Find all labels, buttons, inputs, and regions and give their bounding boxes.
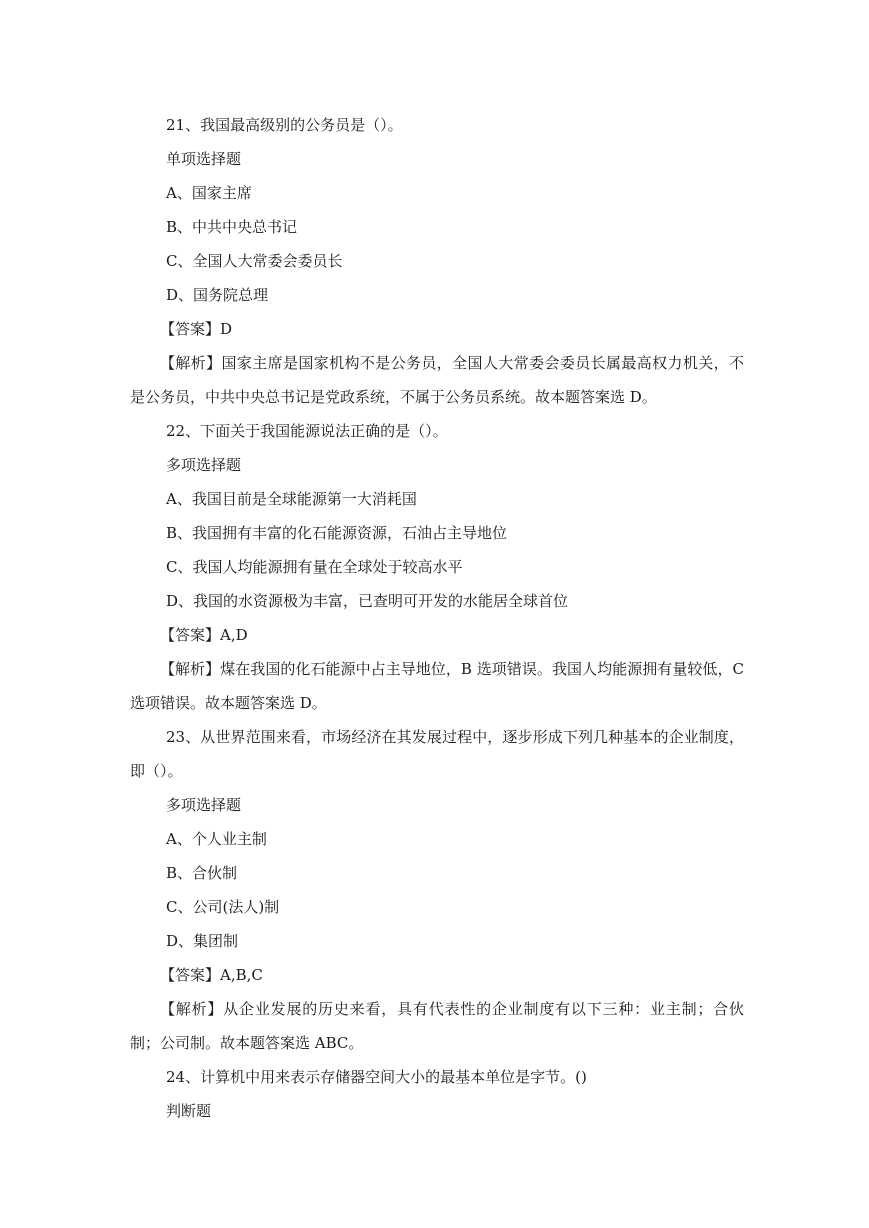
question-type: 多项选择题 [166,796,242,814]
option-c: C、公司(法人)制 [166,898,280,916]
option-a: A、个人业主制 [166,830,267,848]
question-stem: 23、从世界范围来看，市场经济在其发展过程中，逐步形成下列几种基本的企业制度，即（）。 [130,728,744,780]
question-type: 判断题 [166,1102,212,1120]
question-type: 多项选择题 [166,456,242,474]
answer: 【答案】A,D [160,626,248,644]
option-c: C、我国人均能源拥有量在全球处于较高水平 [166,558,463,576]
question-stem: 24、计算机中用来表示存储器空间大小的最基本单位是字节。() [166,1068,587,1086]
option-d: D、国务院总理 [166,286,269,304]
answer: 【答案】A,B,C [160,966,263,984]
question-stem: 22、下面关于我国能源说法正确的是（）。 [166,422,448,440]
analysis: 【解析】从企业发展的历史来看，具有代表性的企业制度有以下三种：业主制；合伙制；公司制。故本题答案选 ABC。 [130,1000,744,1052]
option-d: D、我国的水资源极为丰富，已查明可开发的水能居全球首位 [166,592,569,610]
answer: 【答案】D [160,320,233,338]
option-b: B、我国拥有丰富的化石能源资源，石油占主导地位 [166,524,508,542]
analysis: 【解析】国家主席是国家机构不是公务员，全国人大常委会委员长属最高权力机关，不是公务员，中共中央总书记是党政系统，不属于公务员系统。故本题答案选 D。 [130,354,744,406]
option-c: C、全国人大常委会委员长 [166,252,343,270]
document-body [130,108,744,1128]
option-d: D、集团制 [166,932,239,950]
option-a: A、国家主席 [166,184,252,202]
analysis: 【解析】煤在我国的化石能源中占主导地位，B 选项错误。我国人均能源拥有量较低，C 选项错误。故本题答案选 D。 [130,660,744,712]
question-type: 单项选择题 [166,150,242,168]
option-b: B、中共中央总书记 [166,218,298,236]
option-a: A、我国目前是全球能源第一大消耗国 [166,490,417,508]
question-stem: 21、我国最高级别的公务员是（）。 [166,116,403,134]
option-b: B、合伙制 [166,864,238,882]
